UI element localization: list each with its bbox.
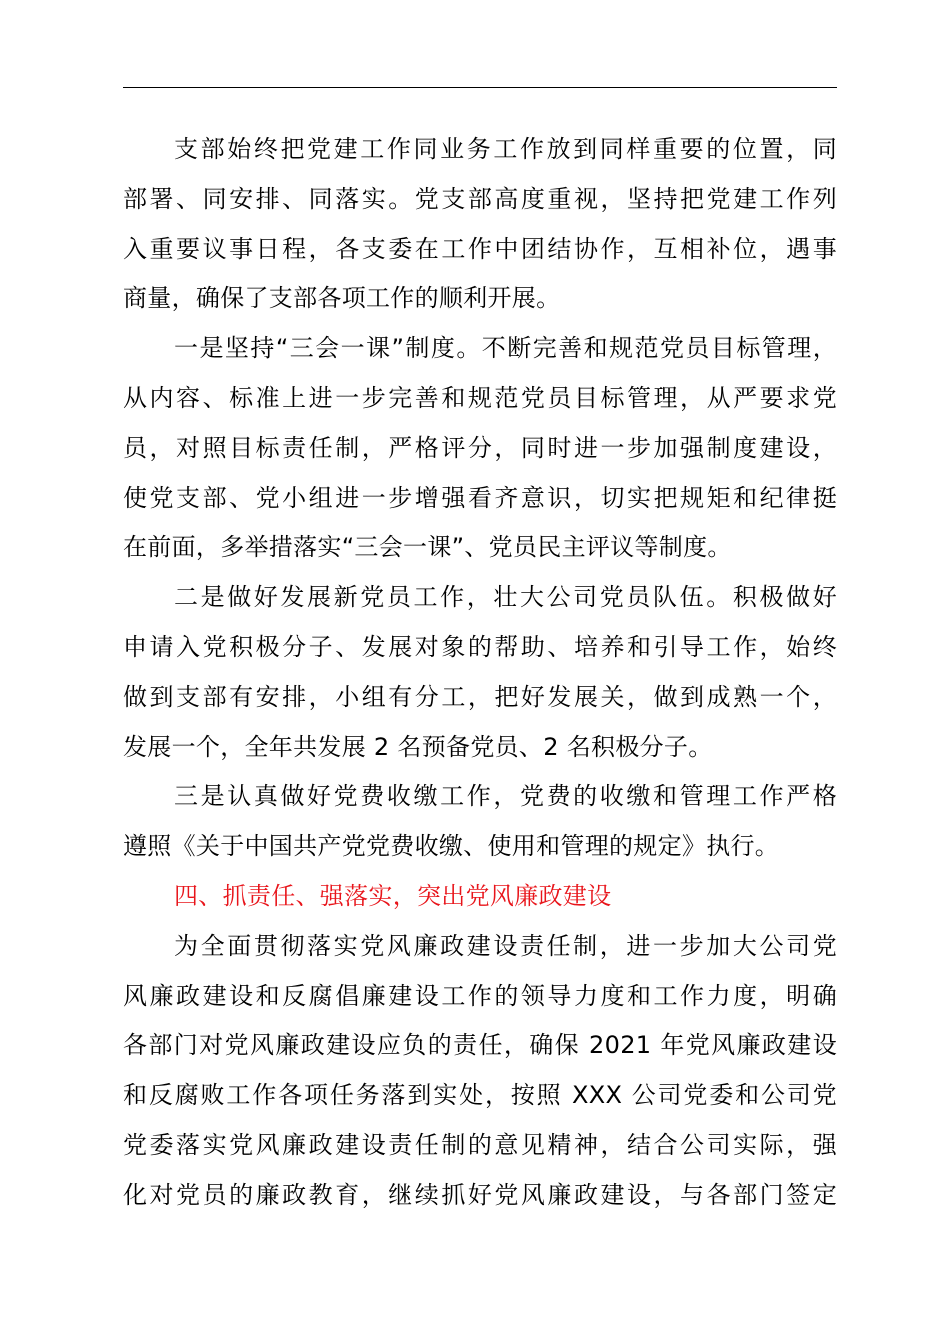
paragraph-line: 风廉政建设和反腐倡廉建设工作的领导力度和工作力度，明确	[123, 981, 837, 1010]
paragraph-line: 各部门对党风廉政建设应负的责任，确保 2021 年党风廉政建设	[123, 1031, 837, 1060]
paragraph-line: 在前面，多举措落实“三会一课”、党员民主评议等制度。	[123, 533, 732, 562]
paragraph-line: 部署、同安排、同落实。党支部高度重视，坚持把党建工作列	[123, 184, 837, 213]
paragraph-line: 做到支部有安排，小组有分工，把好发展关，做到成熟一个，	[123, 682, 837, 711]
paragraph-line: 化对党员的廉政教育，继续抓好党风廉政建设，与各部门签定	[123, 1180, 837, 1209]
paragraph-line: 使党支部、党小组进一步增强看齐意识，切实把规矩和纪律挺	[123, 483, 837, 512]
paragraph-line: 从内容、标准上进一步完善和规范党员目标管理，从严要求党	[123, 383, 837, 412]
paragraph-line: 支部始终把党建工作同业务工作放到同样重要的位置，同	[174, 135, 837, 163]
paragraph-line: 三是认真做好党费收缴工作，党费的收缴和管理工作严格	[174, 782, 837, 811]
document-body	[123, 125, 837, 1221]
paragraph-line: 发展一个，全年共发展 2 名预备党员、2 名积极分子。	[123, 732, 713, 761]
section-heading: 四、抓责任、强落实，突出党风廉政建设	[174, 881, 612, 910]
paragraph-line: 员，对照目标责任制，严格评分，同时进一步加强制度建设，	[123, 433, 837, 462]
header-rule	[123, 87, 837, 88]
paragraph-line: 遵照《关于中国共产党党费收缴、使用和管理的规定》执行。	[123, 832, 780, 861]
paragraph-line: 申请入党积极分子、发展对象的帮助、培养和引导工作，始终	[123, 632, 837, 661]
paragraph-line: 为全面贯彻落实党风廉政建设责任制，进一步加大公司党	[174, 931, 837, 960]
paragraph-line: 商量，确保了支部各项工作的顺利开展。	[123, 284, 561, 313]
paragraph-line: 和反腐败工作各项任务落到实处，按照 XXX 公司党委和公司党	[123, 1081, 837, 1110]
paragraph-line: 二是做好发展新党员工作，壮大公司党员队伍。积极做好	[174, 583, 837, 612]
paragraph-line: 入重要议事日程，各支委在工作中团结协作，互相补位，遇事	[123, 234, 837, 263]
paragraph-line: 一是坚持“三会一课”制度。不断完善和规范党员目标管理，	[174, 334, 837, 363]
paragraph-line: 党委落实党风廉政建设责任制的意见精神，结合公司实际，强	[123, 1130, 837, 1159]
